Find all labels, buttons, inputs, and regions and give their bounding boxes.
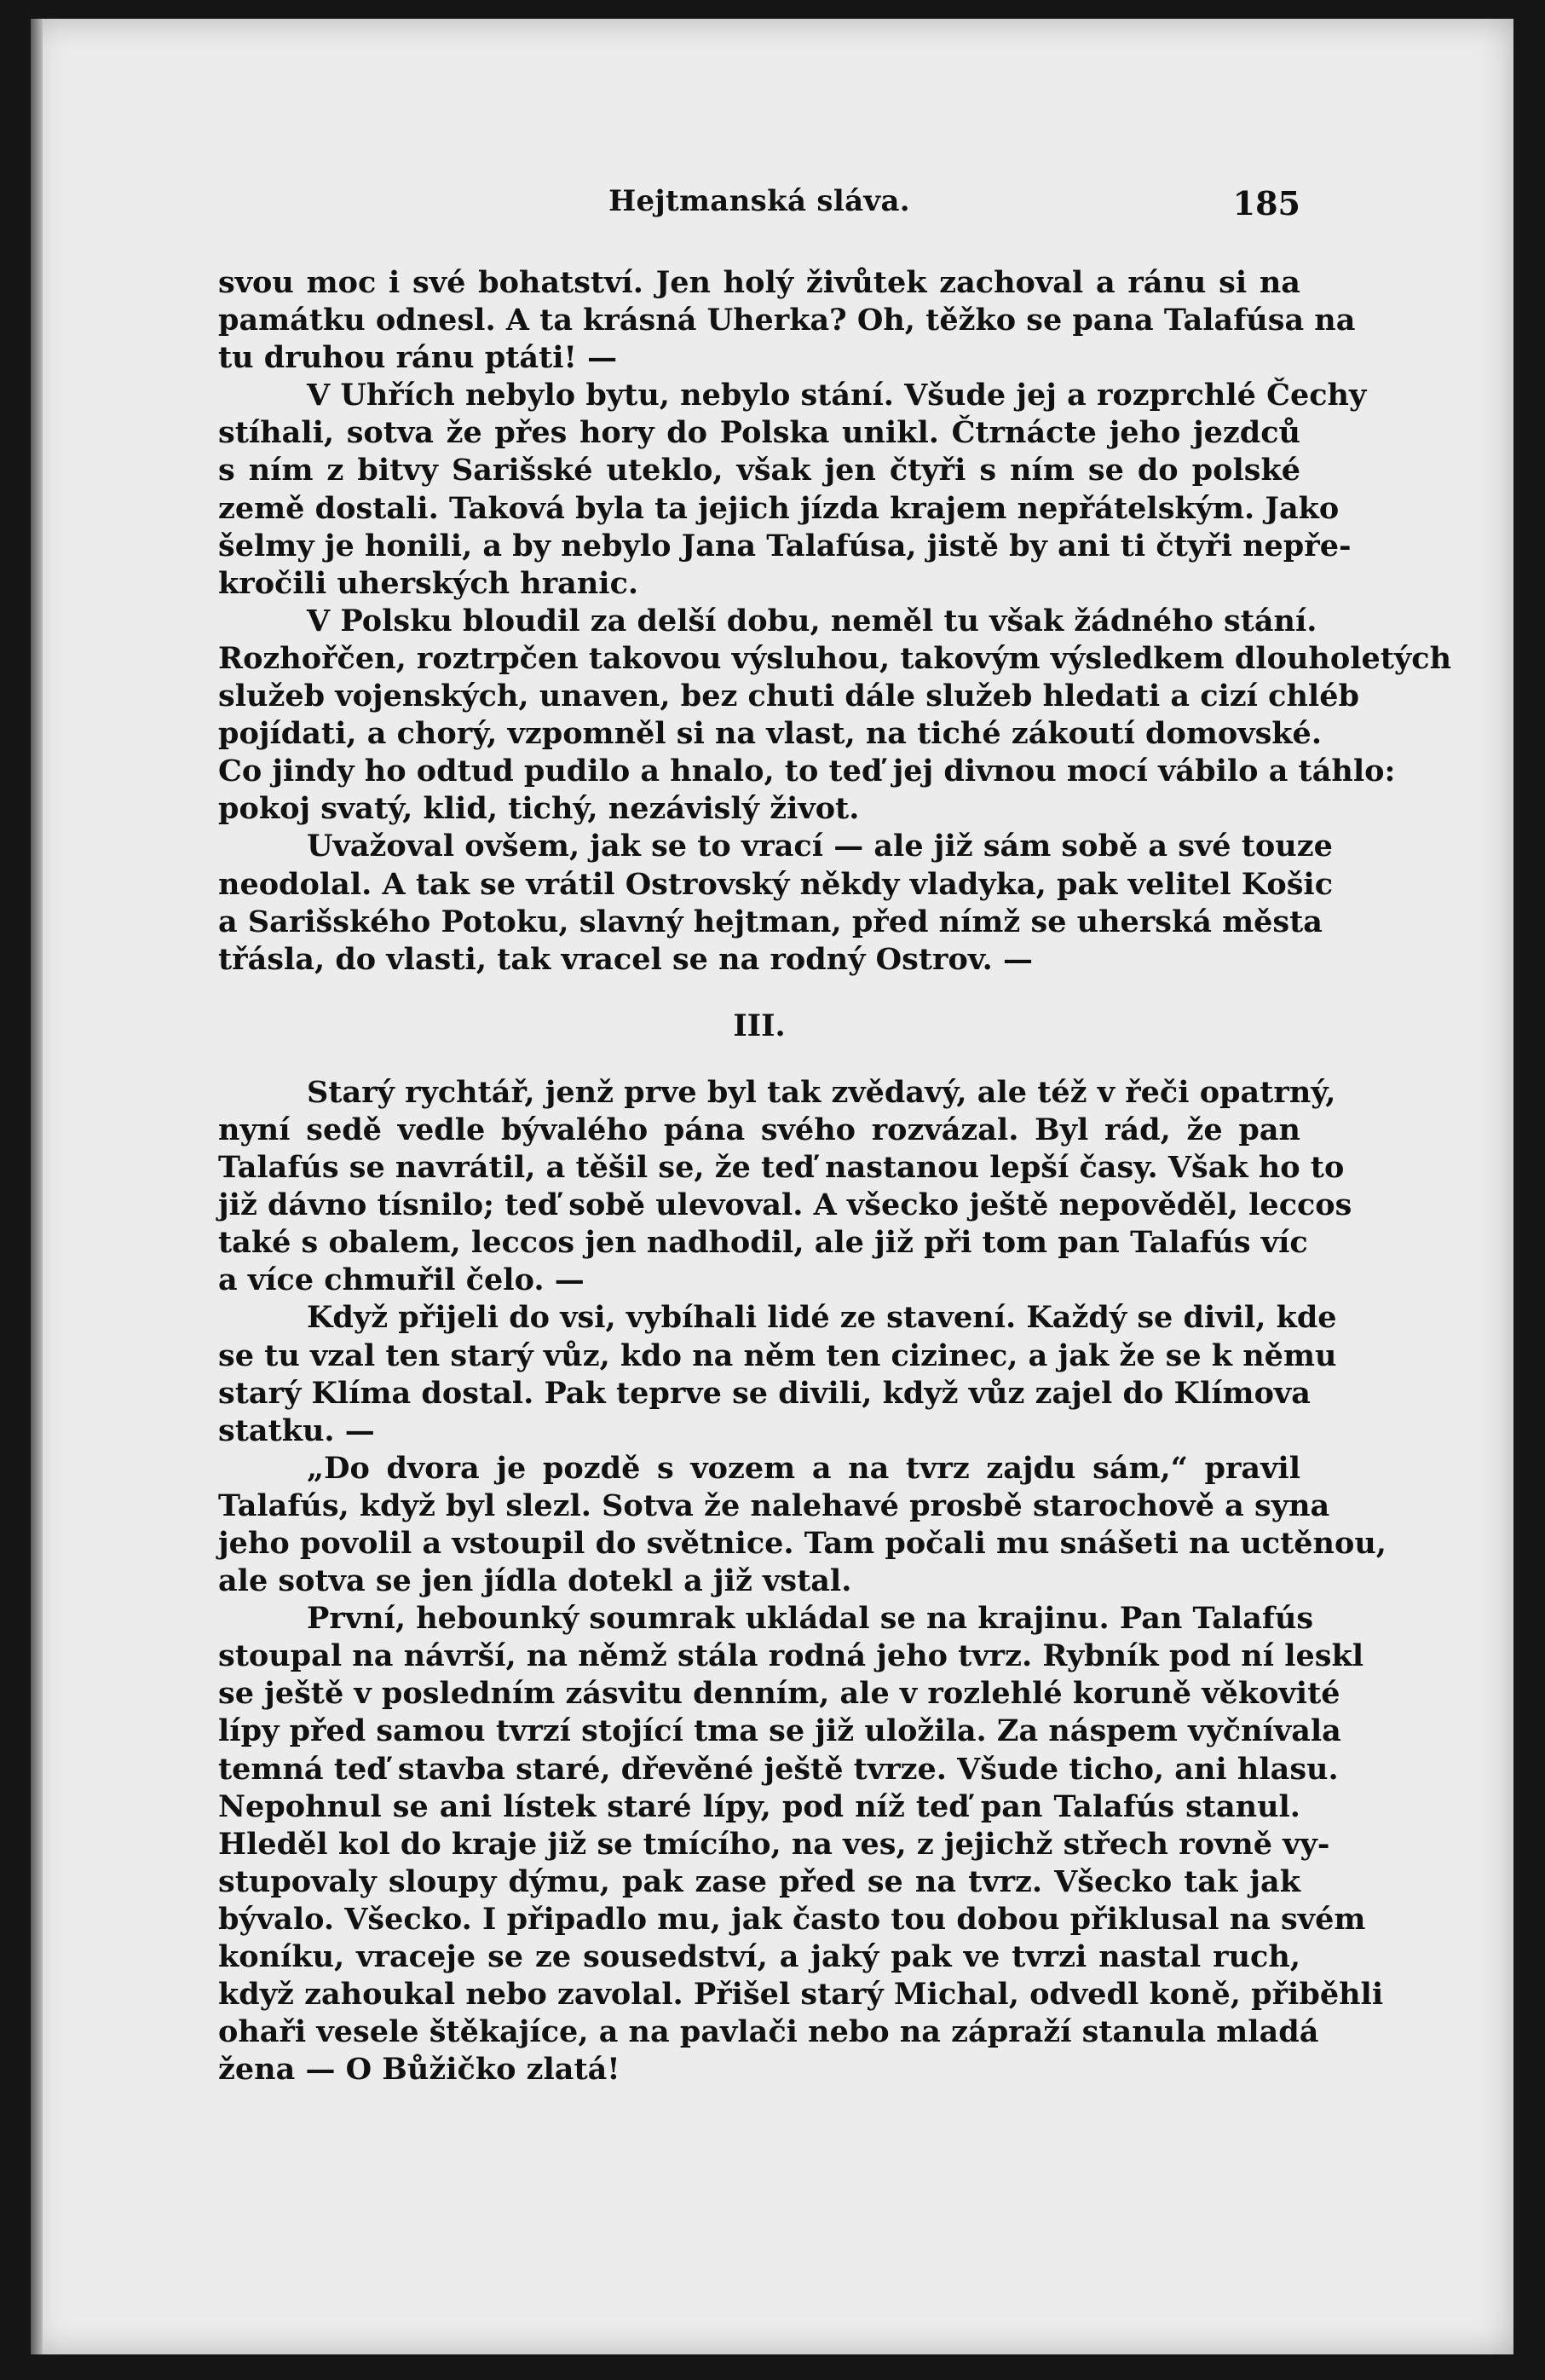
text-line: „Do dvora je pozdě s vozem a na tvrz zajdu sám,“ pravil [307,1450,1300,1486]
text-line: bývalo. Všecko. I připadlo mu, jak často tou dobou přiklusal na svém [218,1901,1366,1937]
text-line: když zahoukal nebo zavolal. Přišel starý Michal, odvedl koně, přiběhli [218,1977,1384,2013]
page-header [218,184,1300,227]
text-line: Když přijeli do vsi, vybíhali lidé ze stavení. Každý se divil, kde [307,1300,1337,1336]
text-line: statku. — [218,1412,375,1448]
text-line: a Sarišského Potoku, slavný hejtman, před nímž se uherská města [218,904,1323,939]
text-line: jeho povolil a vstoupil do světnice. Tam počali mu snášeti na uctěnou, [218,1526,1386,1561]
body-text [218,264,1452,2088]
text-line: pokoj svatý, klid, tichý, nezávislý život. [218,791,860,827]
text-line: Talafús se navrátil, a těšil se, že teď nastanou lepší časy. Však ho to [218,1150,1345,1186]
text-line: třásla, do vlasti, tak vracel se na rodný Ostrov. — [218,941,1034,977]
text-line: pojídati, a chorý, vzpomněl si na vlast, na tiché zákoutí domovské. [218,716,1322,752]
text-line: Uvažoval ovšem, jak se to vrací — ale již sám sobě a své touze [307,829,1333,864]
text-line: kročili uherských hranic. [218,565,639,601]
text-line: se ještě v posledním zásvitu denním, ale v rozlehlé koruně věkovité [218,1676,1340,1712]
text-line: nyní sedě vedle bývalého pána svého rozvázal. Byl rád, že pan [218,1112,1300,1147]
text-line: služeb vojenských, unaven, bez chuti dále služeb hledati a cizí chléb [218,679,1359,714]
page-binding-edge [31,19,43,2354]
text-line: koníku, vraceje se ze sousedství, a jaký pak ve tvrzi nastal ruch, [218,1939,1300,1975]
text-line: Talafús, když byl slezl. Sotva že nalehavé prosbě starochově a syna [218,1488,1330,1523]
running-title: Hejtmanská sláva. [608,184,910,218]
text-line: šelmy je honili, a by nebylo Jana Talafúsa, jistě by ani ti čtyři nepře- [218,528,1352,563]
text-line: ale sotva se jen jídla dotekl a již vstal. [218,1563,852,1599]
text-line: Hleděl kol do kraje již se tmícího, na ves, z jejichž střech rovně vy- [218,1826,1330,1862]
text-line: Co jindy ho odtud pudilo a hnalo, to teď jej divnou mocí vábilo a táhlo: [218,754,1396,789]
text-line: stoupal na návrší, na němž stála rodná jeho tvrz. Rybník pod ní leskl [218,1638,1364,1674]
text-line: neodolal. A tak se vrátil Ostrovský někdy vladyka, pak velitel Košic [218,866,1334,902]
text-line: První, hebounký soumrak ukládal se na krajinu. Pan Talafús [307,1601,1314,1637]
text-line: již dávno tísnilo; teď sobě ulevoval. A všecko ještě nepověděl, leccos [218,1187,1352,1223]
text-line: ohaři vesele štěkajíce, a na pavlači nebo na zápraží stanula mladá [218,2014,1319,2050]
text-line: stupovaly sloupy dýmu, pak zase před se na tvrz. Všecko tak jak [218,1863,1300,1899]
chapter-heading: III. [733,1008,786,1043]
text-line: temná teď stavba staré, dřevěné ještě tvrze. Všude ticho, ani hlasu. [218,1751,1339,1787]
text-line: a více chmuřil čelo. — [218,1262,585,1298]
text-line: se tu vzal ten starý vůz, kdo na něm ten cizinec, a jak že se k němu [218,1337,1337,1373]
text-line: V Uhřích nebylo bytu, nebylo stání. Všude jej a rozprchlé Čechy [307,378,1367,413]
text-line: žena — O Bůžičko zlatá! [218,2052,620,2088]
text-line: starý Klíma dostal. Pak teprve se divili, když vůz zajel do Klímova [218,1375,1311,1411]
text-line: Nepohnul se ani lístek staré lípy, pod níž teď pan Talafús stanul. [218,1788,1300,1824]
text-line: památku odnesl. A ta krásná Uherka? Oh, těžko se pana Talafúsa na [218,303,1356,338]
page-number: 185 [1232,184,1300,222]
text-line: Starý rychtář, jenž prve byl tak zvědavý, ale též v řeči opatrný, [307,1074,1336,1110]
text-line: svou moc i své bohatství. Jen holý živůtek zachoval a ránu si na [218,265,1300,300]
text-line: země dostali. Taková byla ta jejich jízda krajem nepřátelským. Jako [218,490,1340,526]
text-line: tu druhou ránu ptáti! — [218,340,618,376]
text-line: s ním z bitvy Sarišské uteklo, však jen čtyři s ním se do polské [218,453,1300,488]
text-line: stíhali, sotva že přes hory do Polska unikl. Čtrnácte jeho jezdců [218,415,1300,451]
text-line: V Polsku bloudil za delší dobu, neměl tu však žádného stání. [307,603,1317,638]
text-line: také s obalem, leccos jen nadhodil, ale již při tom pan Talafús víc [218,1225,1308,1261]
text-line: Rozhořčen, roztrpčen takovou výsluhou, takovým výsledkem dlouholetých [218,640,1452,676]
text-line: lípy před samou tvrzí stojící tma se již uložila. Za náspem vyčnívala [218,1713,1341,1749]
